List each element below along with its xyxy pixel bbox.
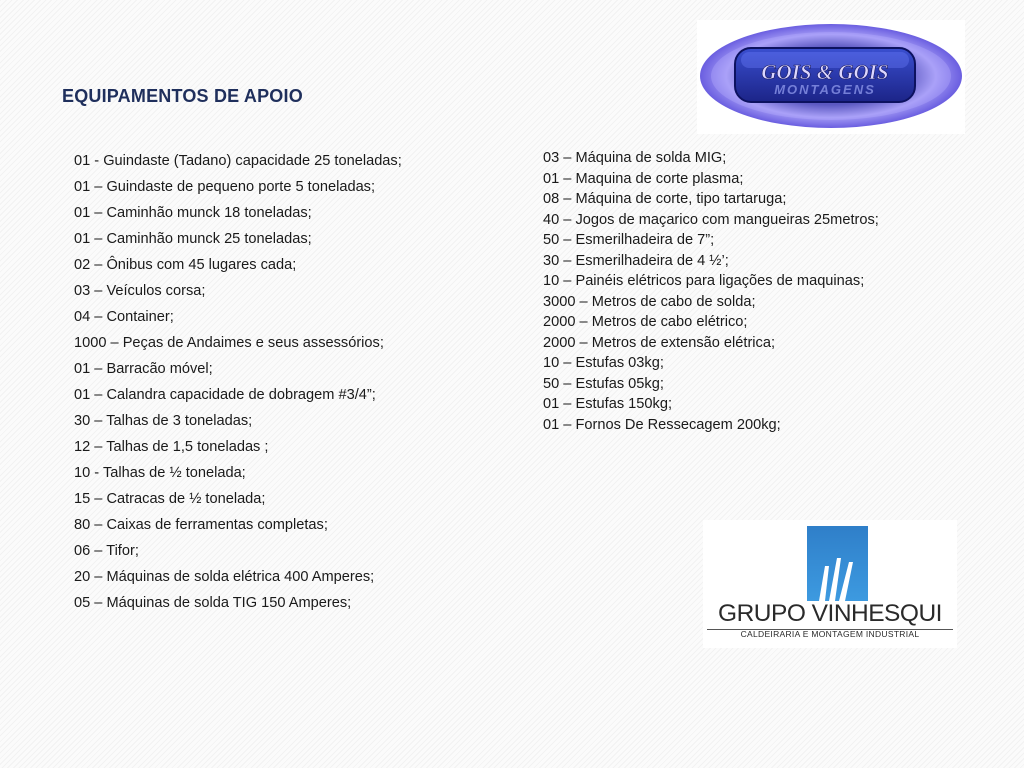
list-item: 03 – Veículos corsa; [74,283,206,299]
list-item: 01 – Fornos De Ressecagem 200kg; [543,416,781,433]
list-item: 50 – Esmerilhadeira de 7”; [543,232,715,248]
slide-title: EQUIPAMENTOS DE APOIO [62,86,303,106]
list-item: 04 – Container; [74,309,174,325]
list-item: 08 – Máquina de corte, tipo tartaruga; [543,191,787,207]
gois-logo [697,20,965,134]
list-item: 40 – Jogos de maçarico com mangueiras 25metros; [543,211,879,228]
list-item: 01 – Maquina de corte plasma; [543,170,744,187]
gois-logo-name: GOIS & GOIS [761,60,889,84]
list-item: 01 – Caminhão munck 18 toneladas; [74,205,312,221]
vinhesqui-logo [703,520,957,648]
equipment-list-right [543,148,879,435]
vinhesqui-logo-name: GRUPO VINHESQUI [718,600,942,627]
list-item: 02 – Ônibus com 45 lugares cada; [74,257,297,273]
list-item: 01 – Calandra capacidade de dobragem #3/4”; [74,387,376,403]
list-item: 12 – Talhas de 1,5 toneladas ; [74,439,269,455]
list-item: 10 - Talhas de ½ tonelada; [74,465,246,481]
vinhesqui-logo-sub: CALDEIRARIA E MONTAGEM INDUSTRIAL [740,629,920,639]
list-item: 01 – Estufas 150kg; [543,396,672,412]
list-item: 01 – Guindaste de pequeno porte 5 toneladas; [74,179,376,195]
list-item: 05 – Máquinas de solda TIG 150 Amperes; [74,595,352,611]
list-item: 03 – Máquina de solda MIG; [543,150,727,166]
list-item: 80 – Caixas de ferramentas completas; [74,517,328,533]
list-item: 10 – Estufas 03kg; [543,355,664,371]
list-item: 50 – Estufas 05kg; [543,375,664,392]
list-item: 01 – Caminhão munck 25 toneladas; [74,231,312,247]
equipment-list-left [74,148,402,616]
list-item: 1000 – Peças de Andaimes e seus assessórios; [74,335,384,351]
vinhesqui-mark-icon [807,526,868,601]
list-item: 20 – Máquinas de solda elétrica 400 Amperes; [74,569,375,585]
list-item: 01 - Guindaste (Tadano) capacidade 25 toneladas; [74,153,402,169]
list-item: 2000 – Metros de extensão elétrica; [543,334,776,351]
list-item: 01 – Barracão móvel; [74,361,213,377]
gois-logo-graphic [697,20,965,134]
list-item: 30 – Talhas de 3 toneladas; [74,413,253,429]
gois-logo-sub: MONTAGENS [774,82,876,97]
list-item: 10 – Painéis elétricos para ligações de maquinas; [543,273,865,289]
list-item: 2000 – Metros de cabo elétrico; [543,314,748,330]
list-item: 30 – Esmerilhadeira de 4 ½’; [543,252,729,269]
list-item: 3000 – Metros de cabo de solda; [543,293,756,310]
list-item: 06 – Tifor; [74,543,139,559]
list-item: 15 – Catracas de ½ tonelada; [74,491,266,507]
